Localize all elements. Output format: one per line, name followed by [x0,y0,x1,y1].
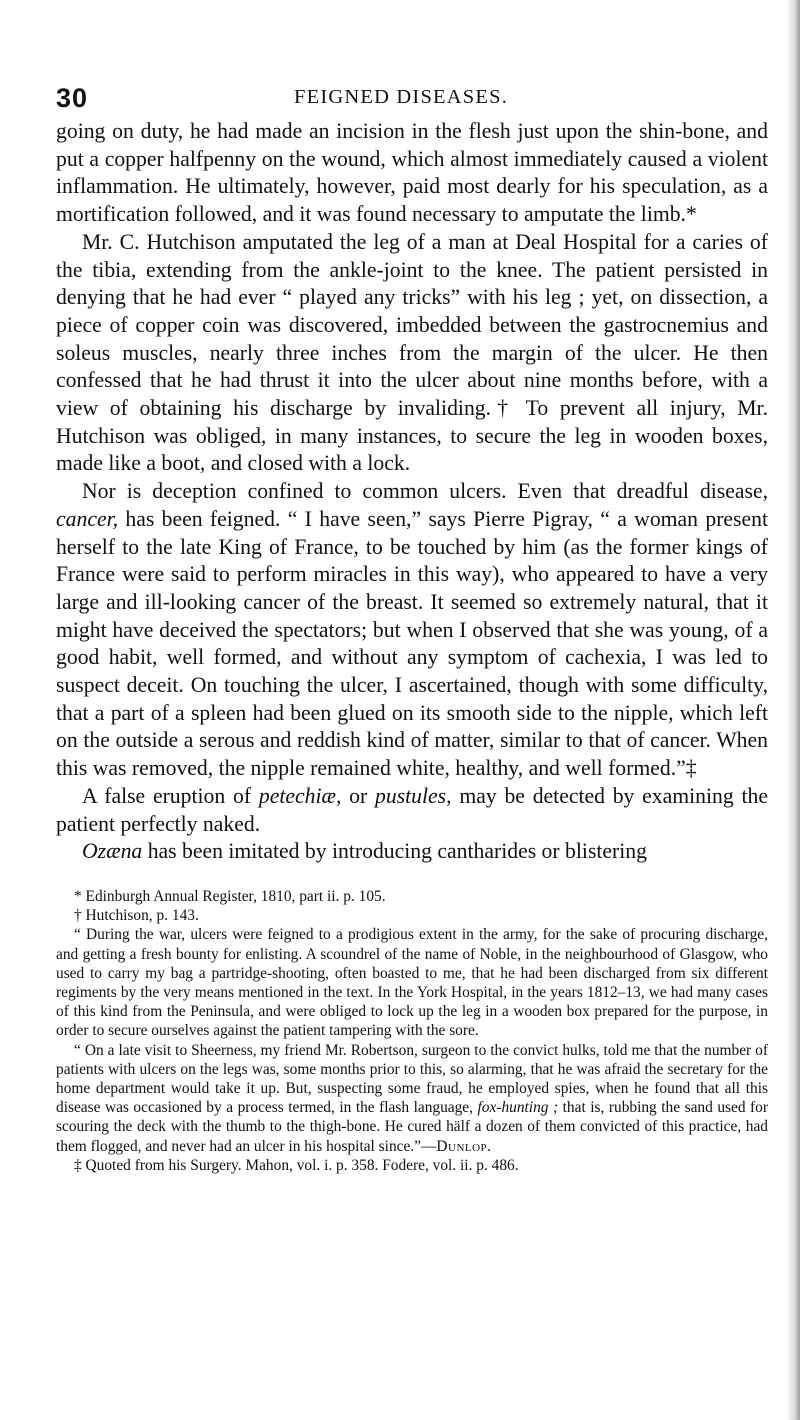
page-number: 30 [56,83,89,113]
paragraph-3-text-b: has been feigned. “ I have seen,” says Pierre Pigray, “ a woman present herself to the late King of France, to be touched by him (as the former kings of France were said to perform miracles in this way), who appeared to have a very large and ill-looking cancer of the breast. It seemed so extremely natural, that it might have deceived the spectators; but when I observed that she was young, of a good habit, well formed, and without any symptom of cachexia, I was led to suspect deceit. On touching the ulcer, I ascertained, though with some difficulty, that a part of a spleen had been glued on its smooth side to the nipple, which left on the outside a serous and reddish kind of matter, similar to that of cancer. When this was removed, the nipple remained white, healthy, and well formed.”‡ [56,506,768,781]
footnote-2: † Hutchison, p. 143. [74,907,199,925]
footnote-4 [56,1041,768,1156]
page-header [56,0,768,118]
main-text [56,118,768,866]
footnote-1: * Edinburgh Annual Register, 1810, part ii. p. 105. [74,887,386,905]
book-page [56,0,768,1175]
paragraph-3 [56,478,768,783]
term-ozaena: Ozæna [82,839,143,864]
footnote-4-author: Dunlop. [436,1137,492,1155]
paragraph-4-text-a: A false eruption of [82,783,259,808]
paragraph-4-text-b: or [341,783,376,808]
footnote-4-text-a: “ On a late visit to Sheerness, my friend Mr. Robertson, surgeon to the convict hulks, told me that the number of patients with ulcers on the legs was, some months prior to this, so alarming, that he was afraid the secretary for the home department would take it up. But, suspecting some fraud, he employed spies, when he found that all this disease was occasioned by a process termed, in the flash language, [56,1041,768,1117]
paragraph-5 [56,838,768,866]
footnotes [56,887,768,1175]
page-edge-shadow [786,0,800,1420]
paragraph-1: going on duty, he had made an incision in the flesh just upon the shin-bone, and put a copper halfpenny on the wound, which almost immediately caused a violent inflammation. He ultimately, however, paid most dearly for his speculation, as a mortification followed, and it was found necessary to amputate the limb.* [56,119,768,227]
paragraph-4 [56,783,768,838]
paragraph-4-text-c: may be detected by examining the patient perfectly naked. [56,783,769,836]
paragraph-5-text: has been imitated by introducing cantharides or blistering [142,839,647,864]
footnote-4-text-b: that is, rubbing the sand used for scouring the deck with the thumb to the thigh-bone. He cured hälf a dozen of them convicted of this practice, had them flogged, and never had an ulcer in his hospital since.”— [56,1099,768,1155]
paragraph-2: Mr. C. Hutchison amputated the leg of a man at Deal Hospital for a caries of the tibia, extending from the ankle-joint to the knee. The patient persisted in denying that he had ever “ played any tricks” with his leg ; yet, on dissection, a piece of copper coin was discovered, imbedded between the gastrocnemius and soleus muscles, nearly three inches from the margin of the ulcer. He then confessed that he had thrust it into the ulcer about nine months before, with a view of obtaining his discharge by invaliding.† To prevent all injury, Mr. Hutchison was obliged, in many instances, to secure the leg in wooden boxes, made like a boot, and closed with a lock. [56,229,768,476]
term-petechiae: petechiæ, [258,783,342,808]
term-pustules: pustules, [375,783,452,808]
paragraph-3-text-a: Nor is deception confined to common ulcers. Even that dreadful disease, [82,479,768,504]
term-fox-hunting: fox-hunting ; [477,1099,559,1117]
footnote-3: “ During the war, ulcers were feigned to a prodigious extent in the army, for the sake of procuring discharge, and getting a fresh bounty for enlisting. A scoundrel of the name of Noble, in the neighbourhood of Glasgow, who used to carry my bag a partridge-shooting, often boasted to me, that he had been discharged from six different regiments by the very means mentioned in the text. In the York Hospital, in the years 1812–13, we had many cases of this kind from the Peninsula, and were obliged to lock up the leg in a wooden box prepared for the purpose, in order to secure ourselves against the patient tampering with the sore. [56,926,768,1040]
term-cancer: cancer, [56,506,119,531]
running-title: FEIGNED DISEASES. [294,86,509,108]
footnote-5: ‡ Quoted from his Surgery. Mahon, vol. i. p. 358. Fodere, vol. ii. p. 486. [74,1156,519,1174]
